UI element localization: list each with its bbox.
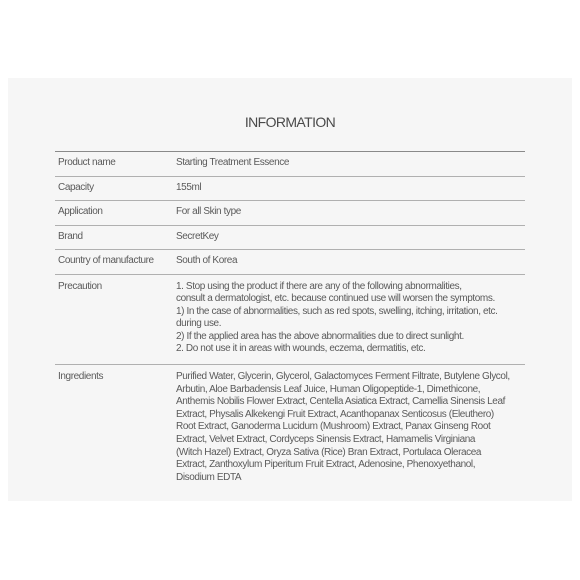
row-capacity	[55, 177, 525, 202]
row-value: 1. Stop using the product if there are any of the following abnormalities, consult a dermatologist, etc. because continued use will worsen the symptoms. 1) In the case of abnormalities, such as red spots, swelling, itching, irritation, etc. during use. 2) If the applied area has the above abnormalities due to direct sunlight. 2. Do not use it in areas with wounds, eczema, dermatitis, etc.	[176, 280, 498, 355]
row-label: Brand	[58, 230, 83, 242]
row-value: Starting Treatment Essence	[176, 157, 289, 169]
row-product-name	[55, 152, 525, 177]
row-value: Purified Water, Glycerin, Glycerol, Galactomyces Ferment Filtrate, Butylene Glycol, Arbutin, Aloe Barbadensis Leaf Juice, Human Oligopeptide-1, Dimethicone, Anthemis Nobilis Flower Extract, Centella Asiatica Extract, Camellia Sinensis Leaf Extract, Physalis Alkekengi Fruit Extract, Acanthopanax Senticosus (Eleuthero) Root Extract, Ganoderma Lucidum (Mushroom) Extract, Panax Ginseng Root Extract, Velvet Extract, Cordyceps Sinensis Extract, Hamamelis Virginiana (Witch Hazel) Extract, Oryza Sativa (Rice) Bran Extract, Portulaca Oleracea Extract, Zanthoxylum Piperitum Fruit Extract, Adenosine, Phenoxyethanol, Disodium EDTA	[176, 371, 510, 483]
row-application	[55, 201, 525, 226]
row-label: Country of manufacture	[58, 255, 154, 267]
section-title: INFORMATION	[244, 114, 336, 130]
row-brand	[55, 226, 525, 251]
row-label: Ingredients	[58, 371, 104, 383]
row-value: For all Skin type	[176, 206, 241, 218]
row-label: Precaution	[58, 280, 102, 292]
row-label: Application	[58, 206, 103, 218]
product-info-table	[55, 151, 525, 492]
row-precaution	[55, 275, 525, 366]
information-panel	[8, 78, 572, 501]
row-label: Product name	[58, 157, 116, 169]
row-label: Capacity	[58, 181, 94, 193]
row-value: SecretKey	[176, 230, 219, 242]
row-country-of-manufacture	[55, 250, 525, 275]
row-value: South of Korea	[176, 255, 238, 267]
row-value: 155ml	[176, 181, 202, 193]
row-ingredients	[55, 365, 525, 492]
